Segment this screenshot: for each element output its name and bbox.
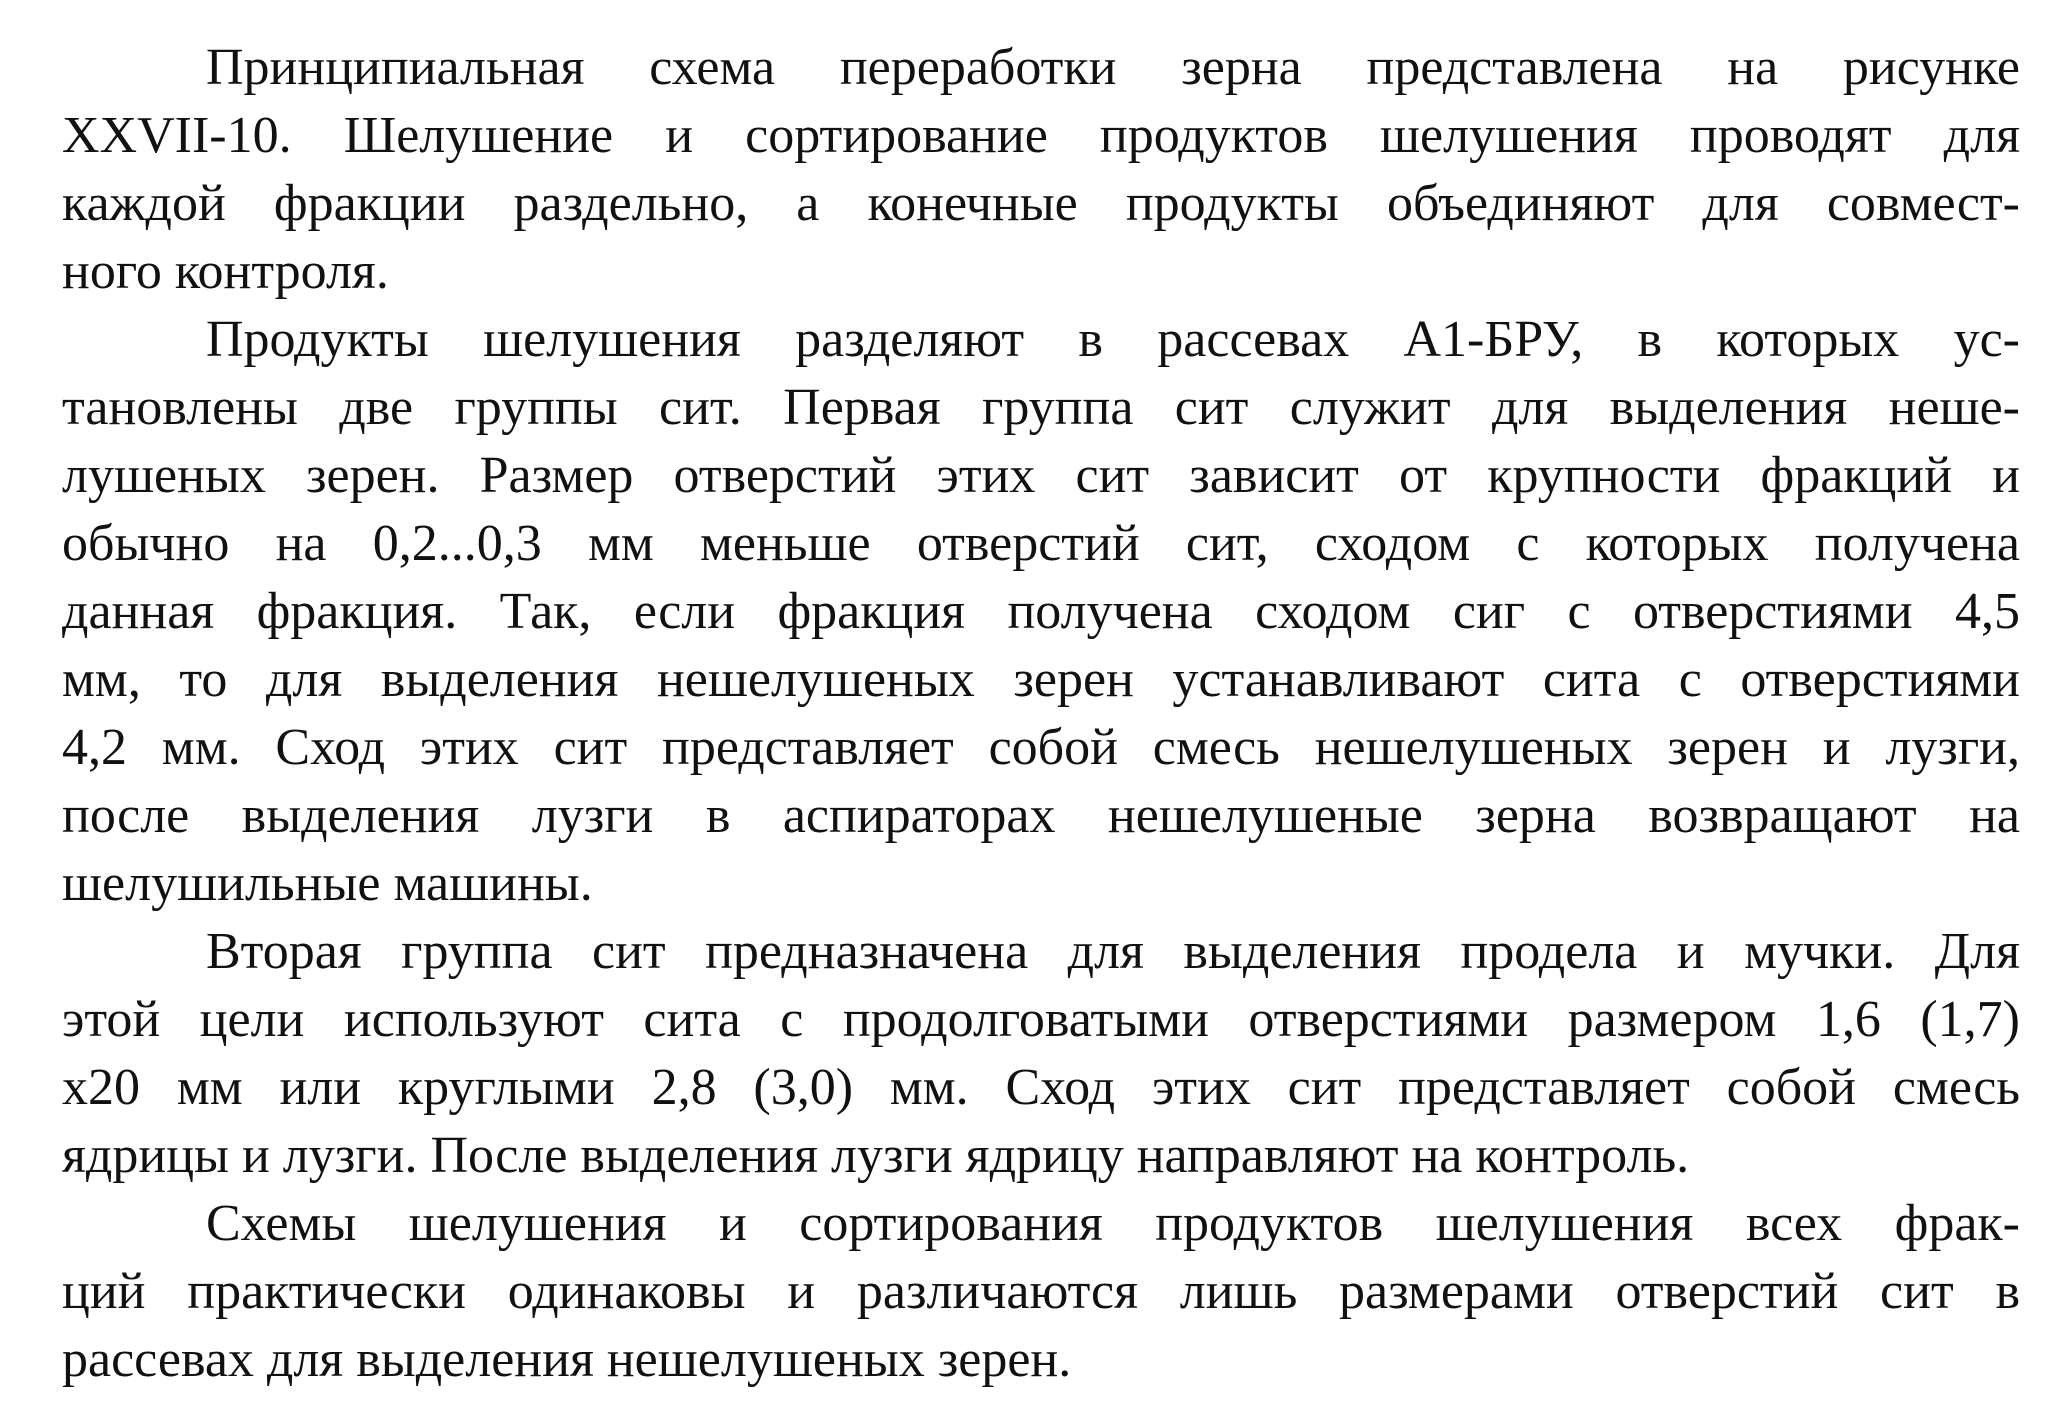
paragraph-2-line-6: мм, то для выделения нешелушеных зерен устанавливают сита с отверстиями	[62, 651, 2020, 708]
paragraph-2-line-4: обычно на 0,2...0,3 мм меньше отверстий сит, сходом с которых получена	[62, 515, 2020, 572]
paragraph-1-line-1: Принципиальная схема переработки зерна представлена на рисунке	[206, 39, 2020, 96]
paragraph-1-line-4: ного контроля.	[62, 243, 389, 300]
paragraph-2-line-9: шелушильные машины.	[62, 855, 593, 912]
paragraph-2-line-8: после выделения лузги в аспираторах нешелушеные зерна возвращают на	[62, 787, 2020, 844]
paragraph-4-line-2: ций практически одинаковы и различаются лишь размерами отверстий сит в	[62, 1263, 2020, 1320]
paragraph-3-line-3: х20 мм или круглыми 2,8 (3,0) мм. Сход этих сит представляет собой смесь	[62, 1059, 2020, 1116]
paragraph-1-line-2: XXVII-10. Шелушение и сортирование продуктов шелушения проводят для	[62, 107, 2020, 164]
paragraph-2-line-1: Продукты шелушения разделяют в рассевах А1-БРУ, в которых ус-	[206, 311, 2020, 368]
paragraph-2-line-5: данная фракция. Так, если фракция получена сходом сиг с отверстиями 4,5	[62, 583, 2020, 640]
paragraph-2-line-3: лушеных зерен. Размер отверстий этих сит зависит от крупности фракций и	[62, 447, 2020, 504]
paragraph-2-line-2: тановлены две группы сит. Первая группа сит служит для выделения неше-	[62, 379, 2020, 436]
paragraph-4-line-1: Схемы шелушения и сортирования продуктов шелушения всех фрак-	[206, 1195, 2020, 1252]
paragraph-3-line-4: ядрицы и лузги. После выделения лузги ядрицу направляют на контроль.	[62, 1127, 1690, 1184]
paragraph-3-line-2: этой цели используют сита с продолговатыми отверстиями размером 1,6 (1,7)	[62, 991, 2020, 1048]
paragraph-4-line-3: рассевах для выделения нешелушеных зерен.	[62, 1331, 1072, 1388]
paragraph-3-line-1: Вторая группа сит предназначена для выделения продела и мучки. Для	[206, 923, 2020, 980]
paragraph-2-line-7: 4,2 мм. Сход этих сит представляет собой смесь нешелушеных зерен и лузги,	[62, 719, 2020, 776]
paragraph-1-line-3: каждой фракции раздельно, а конечные продукты объединяют для совмест-	[62, 175, 2020, 232]
